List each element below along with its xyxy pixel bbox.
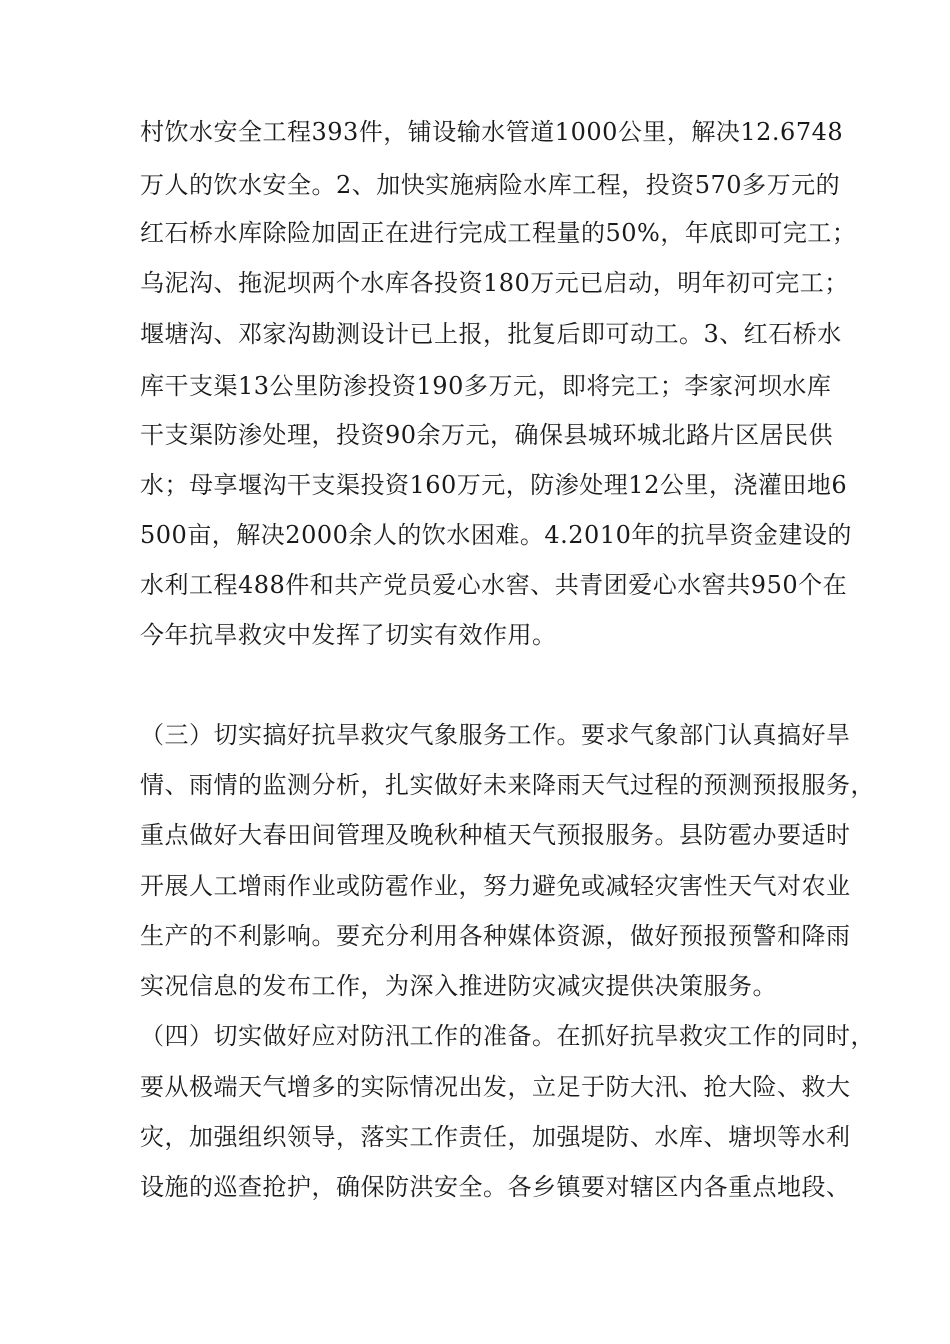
text-line: 红石桥水库除险加固正在进行完成工程量的50%，年底即可完工； [140,219,857,247]
text-line: （四）切实做好应对防汛工作的准备。在抓好抗旱救灾工作的同时， [140,1022,875,1050]
text-line: 灾，加强组织领导，落实工作责任，加强堤防、水库、塘坝等水利 [140,1123,851,1151]
text-line: 今年抗旱救灾中发挥了切实有效作用。 [140,621,557,649]
text-line: 干支渠防渗处理，投资90余万元，确保县城环城北路片区居民供 [140,421,834,449]
text-line: （三）切实搞好抗旱救灾气象服务工作。要求气象部门认真搞好旱 [140,721,851,749]
text-line: 情、雨情的监测分析，扎实做好未来降雨天气过程的预测预报服务， [140,771,875,799]
text-line: 设施的巡查抢护，确保防洪安全。各乡镇要对辖区内各重点地段、 [140,1173,851,1201]
text-line: 500亩，解决2000余人的饮水困难。4.2010年的抗旱资金建设的 [140,521,852,549]
text-line: 实况信息的发布工作，为深入推进防灾减灾提供决策服务。 [140,972,777,1000]
text-line: 要从极端天气增多的实际情况出发，立足于防大汛、抢大险、救大 [140,1073,851,1101]
text-line: 村饮水安全工程393件，铺设输水管道1000公里，解决12.6748 [140,118,844,146]
text-line: 开展人工增雨作业或防雹作业，努力避免或减轻灾害性天气对农业 [140,872,851,900]
text-line: 生产的不利影响。要充分利用各种媒体资源，做好预报预警和降雨 [140,922,851,950]
text-line: 库干支渠13公里防渗投资190多万元，即将完工；李家河坝水库 [140,372,832,400]
text-line: 水利工程488件和共产党员爱心水窖、共青团爱心水窖共950个在 [140,571,848,599]
text-line: 乌泥沟、拖泥坝两个水库各投资180万元已启动，明年初可完工； [140,269,849,297]
text-line: 重点做好大春田间管理及晚秋种植天气预报服务。县防雹办要适时 [140,821,851,849]
text-line: 水；母享堰沟干支渠投资160万元，防渗处理12公里，浇灌田地6 [140,471,848,499]
text-line: 堰塘沟、邓家沟勘测设计已上报，批复后即可动工。3、红石桥水 [140,320,842,348]
text-line: 万人的饮水安全。2、加快实施病险水库工程，投资570多万元的 [140,171,841,199]
